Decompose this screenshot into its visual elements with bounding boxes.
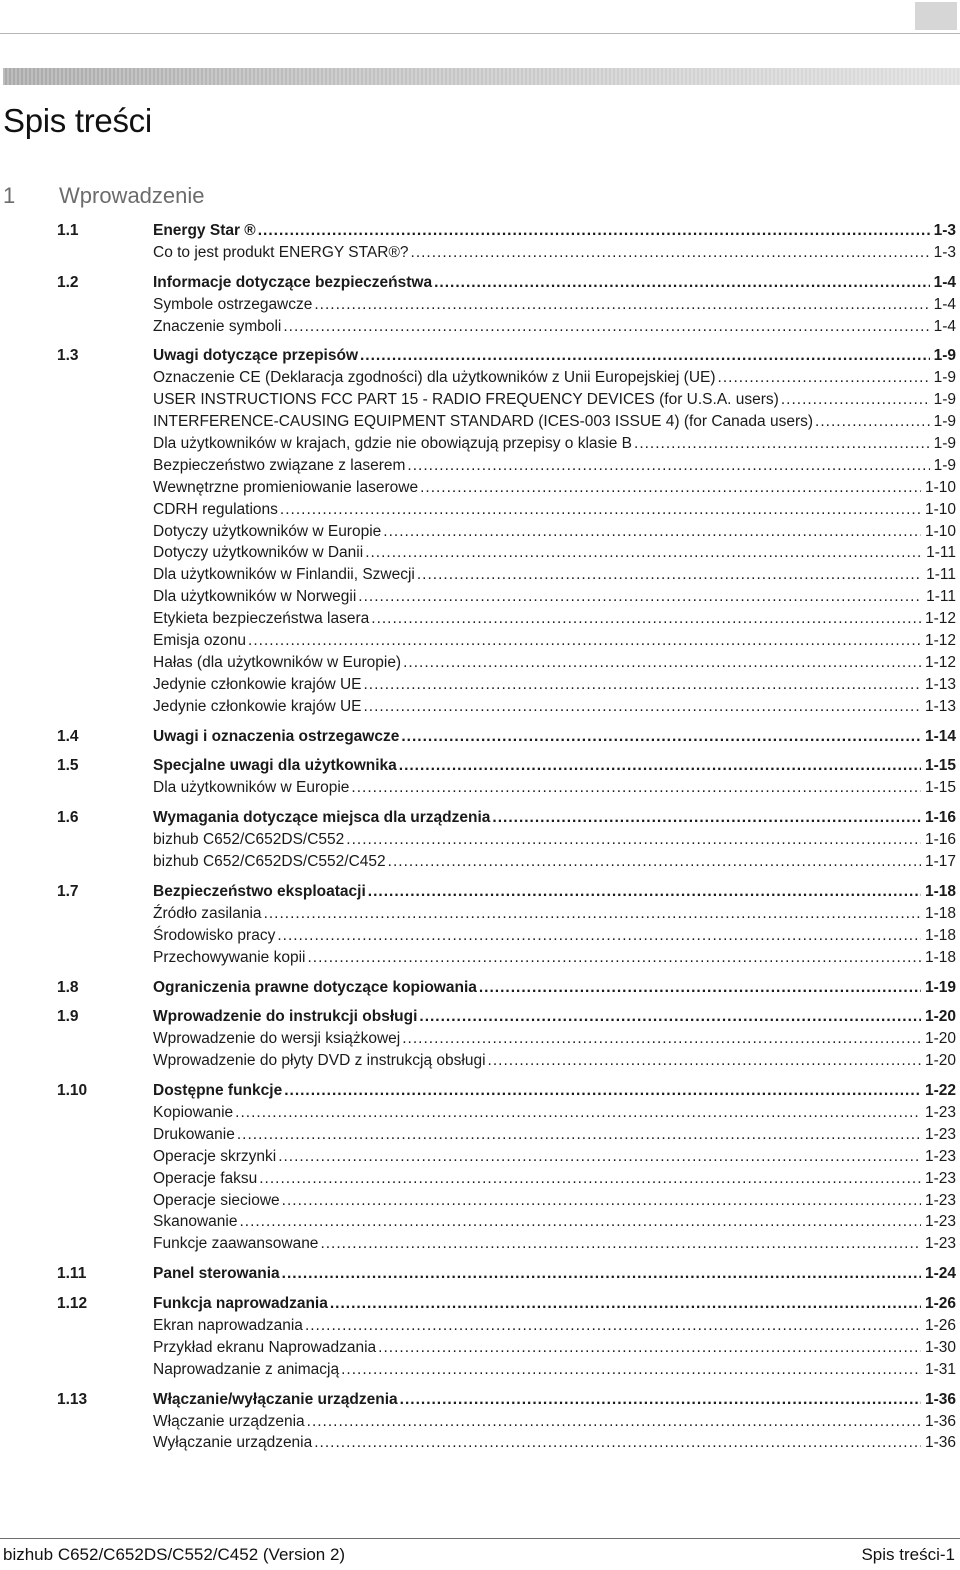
dot-leader [248, 630, 921, 652]
dot-leader [307, 1411, 921, 1433]
toc-page-number: 1-20 [924, 1008, 956, 1026]
toc-entry-title: Panel sterowania [153, 1265, 280, 1283]
chapter-title: Wprowadzenie [59, 183, 205, 208]
toc-section [0, 220, 960, 264]
toc-entry-title: Wymagania dotyczące miejsca dla urządzenia [153, 809, 491, 827]
toc-entry-row[interactable] [0, 608, 960, 630]
toc-entry-row[interactable] [0, 903, 960, 925]
toc-entry-title: Dla użytkowników w Norwegii [153, 588, 357, 606]
toc-page-number: 1-36 [924, 1412, 956, 1430]
toc-entry[interactable] [153, 1028, 956, 1050]
toc-entry[interactable] [153, 1337, 956, 1359]
toc-entry-row[interactable] [0, 433, 960, 455]
toc-entry[interactable] [153, 220, 956, 242]
toc-section-row[interactable] [0, 1080, 960, 1102]
dot-leader [314, 294, 929, 316]
toc-section [0, 807, 960, 873]
toc-entry-title: Emisja ozonu [153, 632, 247, 650]
toc-entry-title: Wyłączanie urządzenia [153, 1434, 313, 1452]
toc-entry-row[interactable] [0, 411, 960, 433]
toc-section-row[interactable] [0, 1006, 960, 1028]
toc-entry[interactable] [153, 1050, 956, 1072]
toc-entry-row[interactable] [0, 1211, 960, 1233]
toc-entry-title: Wprowadzenie do wersji książkowej [153, 1030, 401, 1048]
toc-entry[interactable] [153, 674, 956, 696]
toc-entry-title: Dotyczy użytkowników w Danii [153, 544, 364, 562]
toc-entry-title: Symbole ostrzegawcze [153, 295, 313, 313]
toc-entry[interactable] [153, 389, 956, 411]
toc-section-number: 1.8 [57, 978, 79, 996]
dot-leader [419, 1006, 921, 1028]
dot-leader [358, 586, 922, 608]
toc-entry-row[interactable] [0, 1146, 960, 1168]
toc-entry-title: Uwagi i oznaczenia ostrzegawcze [153, 727, 400, 745]
toc-page-number: 1-12 [924, 632, 956, 650]
toc-entry[interactable] [153, 1263, 956, 1285]
dot-leader [407, 455, 929, 477]
toc-entry[interactable] [153, 564, 956, 586]
toc-entry[interactable] [153, 696, 956, 718]
toc-entry-row[interactable] [0, 455, 960, 477]
toc-section-row[interactable] [0, 1263, 960, 1285]
toc-page-number: 1-36 [924, 1434, 956, 1452]
toc-entry-title: Wprowadzenie do płyty DVD z instrukcją obsługi [153, 1052, 486, 1070]
toc-entry-title: Operacje faksu [153, 1169, 258, 1187]
toc-entry[interactable] [153, 272, 956, 294]
dot-leader [411, 242, 930, 264]
toc-entry-title: Bezpieczeństwo eksploatacji [153, 882, 366, 900]
toc-page-number: 1-10 [924, 478, 956, 496]
dot-leader [815, 411, 930, 433]
toc-entry[interactable] [153, 586, 956, 608]
toc-entry[interactable] [153, 542, 956, 564]
toc-entry-row[interactable] [0, 1359, 960, 1381]
toc-entry[interactable] [153, 903, 956, 925]
toc-entry-title: INTERFERENCE-CAUSING EQUIPMENT STANDARD (ICES-003 ISSUE 4) (for Canada users) [153, 413, 814, 431]
toc-entry-row[interactable] [0, 1411, 960, 1433]
dot-leader [368, 881, 921, 903]
toc-entry-row[interactable] [0, 477, 960, 499]
toc-entry-title: Specjalne uwagi dla użytkownika [153, 757, 397, 775]
dot-leader [320, 1233, 921, 1255]
toc-section [0, 755, 960, 799]
toc-entry[interactable] [153, 345, 956, 367]
toc-page-number: 1-23 [924, 1235, 956, 1253]
toc-entry-title: Energy Star ® [153, 222, 256, 239]
toc-entry-title: Dostępne funkcje [153, 1082, 283, 1100]
toc-entry[interactable] [153, 1146, 956, 1168]
toc-section-row[interactable] [0, 345, 960, 367]
toc-entry[interactable] [153, 1080, 956, 1102]
dot-leader [351, 777, 921, 799]
toc-entry[interactable] [153, 433, 956, 455]
page-title: Spis treści [3, 102, 152, 139]
toc-entry-title: Włączanie urządzenia [153, 1412, 305, 1430]
dot-leader [314, 1432, 921, 1454]
toc-entry[interactable] [153, 1233, 956, 1255]
dot-leader [388, 851, 921, 873]
toc-page-number: 1-4 [933, 295, 956, 313]
toc-page-number: 1-26 [924, 1295, 956, 1313]
dot-leader [434, 272, 929, 294]
toc-section-number: 1.9 [57, 1008, 79, 1026]
toc-entry-row[interactable] [0, 294, 960, 316]
toc-entry-title: Dla użytkowników w Europie [153, 779, 350, 797]
toc-section [0, 345, 960, 717]
toc-section-number: 1.2 [57, 273, 79, 291]
toc-entry[interactable] [153, 608, 956, 630]
toc-entry[interactable] [153, 1432, 956, 1454]
dot-leader [330, 1293, 921, 1315]
toc-entry-title: Ekran naprowadzania [153, 1316, 303, 1334]
dot-leader [420, 477, 921, 499]
footer-product: bizhub C652/C652DS/C552/C452 (Version 2) [3, 1545, 346, 1564]
toc-section-row[interactable] [0, 807, 960, 829]
dot-leader [378, 1337, 921, 1359]
dot-leader [341, 1359, 921, 1381]
toc-entry-title: Znaczenie symboli [153, 317, 282, 335]
toc-entry-row[interactable] [0, 1102, 960, 1124]
dot-leader [383, 521, 921, 543]
toc-entry-title: Bezpieczeństwo związane z laserem [153, 456, 406, 474]
toc-entry-title: Naprowadzanie z animacją [153, 1360, 340, 1378]
toc-entry-title: bizhub C652/C652DS/C552 [153, 831, 345, 849]
toc-entry-row[interactable] [0, 829, 960, 851]
dot-leader [283, 316, 929, 338]
dot-leader [360, 345, 930, 367]
toc-page-number: 1-12 [924, 653, 956, 671]
toc-page-number: 1-4 [933, 317, 956, 335]
toc-entry-row[interactable] [0, 1432, 960, 1454]
toc-page-number: 1-36 [924, 1390, 956, 1408]
toc-entry-title: Jedynie członkowie krajów UE [153, 675, 362, 693]
dot-leader [718, 367, 930, 389]
toc-entry[interactable] [153, 1190, 956, 1212]
toc-page-number: 1-11 [926, 588, 956, 606]
toc-entry[interactable] [153, 1124, 956, 1146]
toc-page-number: 1-15 [924, 779, 956, 797]
toc-entry[interactable] [153, 881, 956, 903]
toc-entry-title: Przechowywanie kopii [153, 948, 306, 966]
dot-leader [401, 726, 921, 748]
toc-section-row[interactable] [0, 272, 960, 294]
toc-page-number: 1-9 [933, 456, 956, 474]
toc-page-number: 1-11 [926, 566, 956, 584]
toc-entry-row[interactable] [0, 316, 960, 338]
toc-page-number: 1-13 [924, 675, 956, 693]
toc-entry-row[interactable] [0, 696, 960, 718]
toc-entry-title: Dotyczy użytkowników w Europie [153, 522, 382, 540]
toc-section-number: 1.12 [57, 1295, 88, 1313]
toc-entry-title: Wewnętrzne promieniowanie laserowe [153, 478, 419, 496]
toc-entry[interactable] [153, 1359, 956, 1381]
toc-entry[interactable] [153, 777, 956, 799]
toc-entry-title: Jedynie członkowie krajów UE [153, 697, 362, 715]
toc-page-number: 1-10 [924, 522, 956, 540]
toc-section-number: 1.3 [57, 347, 79, 365]
toc-entry[interactable] [153, 1102, 956, 1124]
toc-entry[interactable] [153, 477, 956, 499]
toc-entry-row[interactable] [0, 851, 960, 873]
toc-entry[interactable] [153, 1315, 956, 1337]
toc-entry-title: bizhub C652/C652DS/C552/C452 [153, 853, 386, 871]
toc-page-number: 1-23 [924, 1125, 956, 1143]
dot-leader [259, 1168, 921, 1190]
toc-page-number: 1-20 [924, 1030, 956, 1048]
toc-entry-title: Środowisko pracy [153, 926, 276, 944]
dot-leader [400, 1389, 921, 1411]
footer-page-number: Spis treści-1 [861, 1545, 955, 1564]
dot-leader [403, 652, 921, 674]
toc-section-row[interactable] [0, 881, 960, 903]
toc-entry-title: CDRH regulations [153, 500, 278, 518]
toc-entry-row[interactable] [0, 1315, 960, 1337]
toc-entry-row[interactable] [0, 499, 960, 521]
dot-leader [781, 389, 930, 411]
toc-page-number: 1-3 [933, 243, 956, 261]
toc-page-number: 1-9 [933, 391, 956, 409]
toc-entry-row[interactable] [0, 1190, 960, 1212]
toc-entry-row[interactable] [0, 586, 960, 608]
toc-entry[interactable] [153, 294, 956, 316]
toc-entry[interactable] [153, 947, 956, 969]
toc-entry-row[interactable] [0, 652, 960, 674]
toc-entry-row[interactable] [0, 521, 960, 543]
footer-divider [0, 1538, 960, 1539]
toc-page-number: 1-18 [924, 904, 956, 922]
toc-section-number: 1.1 [57, 222, 79, 239]
toc-page-number: 1-10 [924, 500, 956, 518]
toc-section-row[interactable] [0, 1293, 960, 1315]
toc-section-number: 1.11 [57, 1265, 87, 1283]
dot-leader [365, 542, 922, 564]
toc-section [0, 881, 960, 969]
toc-entry-title: Etykieta bezpieczeństwa lasera [153, 610, 370, 628]
toc-entry-row[interactable] [0, 674, 960, 696]
toc-entry-title: Operacje sieciowe [153, 1191, 280, 1209]
toc-page-number: 1-9 [933, 347, 956, 365]
toc-entry-row[interactable] [0, 389, 960, 411]
toc-page-number: 1-12 [924, 610, 956, 628]
toc-section [0, 726, 960, 748]
toc-section [0, 272, 960, 338]
dot-leader [363, 696, 920, 718]
toc-entry-row[interactable] [0, 367, 960, 389]
dot-leader [399, 755, 921, 777]
dot-leader [282, 1190, 921, 1212]
toc-page-number: 1-11 [926, 544, 956, 562]
toc-entry[interactable] [153, 455, 956, 477]
dot-leader [308, 947, 921, 969]
toc-section [0, 977, 960, 999]
toc-page-number: 1-15 [924, 757, 956, 775]
dot-leader [278, 1146, 921, 1168]
toc-entry-row[interactable] [0, 925, 960, 947]
toc-entry-title: Ograniczenia prawne dotyczące kopiowania [153, 978, 477, 996]
toc-page-number: 1-23 [924, 1103, 956, 1121]
toc-entry-row[interactable] [0, 542, 960, 564]
toc-page-number: 1-16 [924, 831, 956, 849]
dot-leader [488, 1050, 921, 1072]
toc-page-number: 1-9 [933, 435, 956, 453]
toc-page-number: 1-31 [924, 1360, 956, 1378]
toc-page-number: 1-18 [924, 926, 956, 944]
toc-entry-title: Hałas (dla użytkowników w Europie) [153, 653, 402, 671]
toc-page-number: 1-18 [924, 948, 956, 966]
toc-page-number: 1-23 [924, 1147, 956, 1165]
toc-section-row[interactable] [0, 726, 960, 748]
toc-page-number: 1-23 [924, 1191, 956, 1209]
toc-section-number: 1.6 [57, 809, 79, 827]
toc-section-row[interactable] [0, 755, 960, 777]
toc-entry-title: Włączanie/wyłączanie urządzenia [153, 1390, 398, 1408]
toc-section [0, 1080, 960, 1255]
toc-page-number: 1-4 [933, 273, 956, 291]
corner-marker [915, 2, 957, 30]
toc-section [0, 1263, 960, 1285]
dot-leader [417, 564, 922, 586]
dot-leader [284, 1080, 921, 1102]
toc-entry[interactable] [153, 1006, 956, 1028]
toc-page-number: 1-30 [924, 1338, 956, 1356]
toc-entry-title: Drukowanie [153, 1125, 235, 1143]
chapter-number: 1 [3, 183, 16, 208]
toc-entry-title: Oznaczenie CE (Deklaracja zgodności) dla użytkowników z Unii Europejskiej (UE) [153, 369, 716, 387]
toc-entry-title: Źródło zasilania [153, 904, 262, 922]
toc-entry-title: Uwagi dotyczące przepisów [153, 347, 358, 365]
table-of-contents [0, 220, 960, 1462]
dot-leader [239, 1211, 921, 1233]
toc-page-number: 1-9 [933, 413, 956, 431]
toc-entry-title: USER INSTRUCTIONS FCC PART 15 - RADIO FREQUENCY DEVICES (for U.S.A. users) [153, 391, 779, 409]
dot-leader [235, 1102, 921, 1124]
toc-entry-row[interactable] [0, 777, 960, 799]
toc-page-number: 1-22 [924, 1082, 956, 1100]
toc-entry[interactable] [153, 630, 956, 652]
toc-entry[interactable] [153, 1389, 956, 1411]
toc-page-number: 1-14 [924, 727, 956, 745]
toc-section [0, 1389, 960, 1455]
toc-section-number: 1.4 [57, 727, 79, 745]
dot-leader [282, 1263, 921, 1285]
toc-page-number: 1-24 [924, 1265, 956, 1283]
dot-leader [237, 1124, 921, 1146]
toc-section-row[interactable] [0, 1389, 960, 1411]
toc-entry-title: Skanowanie [153, 1213, 238, 1231]
toc-entry-row[interactable] [0, 947, 960, 969]
toc-entry[interactable] [153, 851, 956, 873]
toc-entry-row[interactable] [0, 1233, 960, 1255]
toc-entry-title: Dla użytkowników w Finlandii, Szwecji [153, 566, 415, 584]
toc-section-number: 1.10 [57, 1082, 88, 1100]
toc-entry-row[interactable] [0, 564, 960, 586]
toc-page-number: 1-16 [924, 809, 956, 827]
toc-page-number: 1-18 [924, 882, 956, 900]
dot-leader [258, 220, 930, 242]
toc-entry[interactable] [153, 411, 956, 433]
toc-entry[interactable] [153, 367, 956, 389]
toc-entry-row[interactable] [0, 1168, 960, 1190]
toc-entry[interactable] [153, 755, 956, 777]
dot-leader [634, 433, 930, 455]
dot-leader [371, 608, 921, 630]
toc-entry[interactable] [153, 316, 956, 338]
toc-page-number: 1-23 [924, 1213, 956, 1231]
top-divider [0, 33, 960, 34]
toc-entry-row[interactable] [0, 1050, 960, 1072]
toc-entry[interactable] [153, 521, 956, 543]
toc-entry-title: Operacje skrzynki [153, 1147, 277, 1165]
toc-entry[interactable] [153, 499, 956, 521]
toc-entry[interactable] [153, 726, 956, 748]
toc-section-number: 1.5 [57, 757, 79, 775]
toc-page-number: 1-13 [924, 697, 956, 715]
dot-leader [346, 829, 921, 851]
dot-leader [277, 925, 921, 947]
toc-entry-row[interactable] [0, 1337, 960, 1359]
toc-entry[interactable] [153, 925, 956, 947]
toc-entry[interactable] [153, 1411, 956, 1433]
toc-entry[interactable] [153, 652, 956, 674]
toc-entry-row[interactable] [0, 1028, 960, 1050]
toc-section-number: 1.7 [57, 882, 79, 900]
toc-page-number: 1-19 [924, 978, 956, 996]
toc-section-row[interactable] [0, 220, 960, 242]
toc-section [0, 1293, 960, 1381]
toc-entry-row[interactable] [0, 1124, 960, 1146]
toc-page-number: 1-3 [933, 222, 956, 239]
chapter-heading [3, 183, 205, 209]
toc-entry[interactable] [153, 1168, 956, 1190]
dot-leader [264, 903, 921, 925]
dot-leader [402, 1028, 921, 1050]
toc-entry[interactable] [153, 829, 956, 851]
toc-entry-title: Dla użytkowników w krajach, gdzie nie obowiązują przepisy o klasie B [153, 435, 633, 453]
toc-entry-title: Funkcja naprowadzania [153, 1295, 328, 1313]
toc-section [0, 1006, 960, 1072]
toc-entry[interactable] [153, 1293, 956, 1315]
toc-entry[interactable] [153, 242, 956, 264]
dot-leader [305, 1315, 921, 1337]
toc-section-number: 1.13 [57, 1390, 88, 1408]
toc-entry[interactable] [153, 807, 956, 829]
toc-entry-title: Funkcje zaawansowane [153, 1235, 319, 1253]
toc-page-number: 1-17 [924, 853, 956, 871]
toc-entry-title: Kopiowanie [153, 1103, 234, 1121]
toc-page-number: 1-26 [924, 1316, 956, 1334]
toc-entry-row[interactable] [0, 242, 960, 264]
toc-entry[interactable] [153, 1211, 956, 1233]
toc-entry[interactable] [153, 977, 956, 999]
toc-entry-title: Co to jest produkt ENERGY STAR®? [153, 243, 409, 261]
dot-leader [492, 807, 921, 829]
header-band [3, 68, 960, 85]
toc-entry-row[interactable] [0, 630, 960, 652]
toc-page-number: 1-20 [924, 1052, 956, 1070]
toc-entry-title: Przykład ekranu Naprowadzania [153, 1338, 377, 1356]
toc-page-number: 1-23 [924, 1169, 956, 1187]
toc-page-number: 1-9 [933, 369, 956, 387]
toc-section-row[interactable] [0, 977, 960, 999]
toc-entry-title: Wprowadzenie do instrukcji obsługi [153, 1008, 418, 1026]
toc-entry-title: Informacje dotyczące bezpieczeństwa [153, 273, 433, 291]
dot-leader [280, 499, 921, 521]
dot-leader [363, 674, 920, 696]
dot-leader [479, 977, 921, 999]
